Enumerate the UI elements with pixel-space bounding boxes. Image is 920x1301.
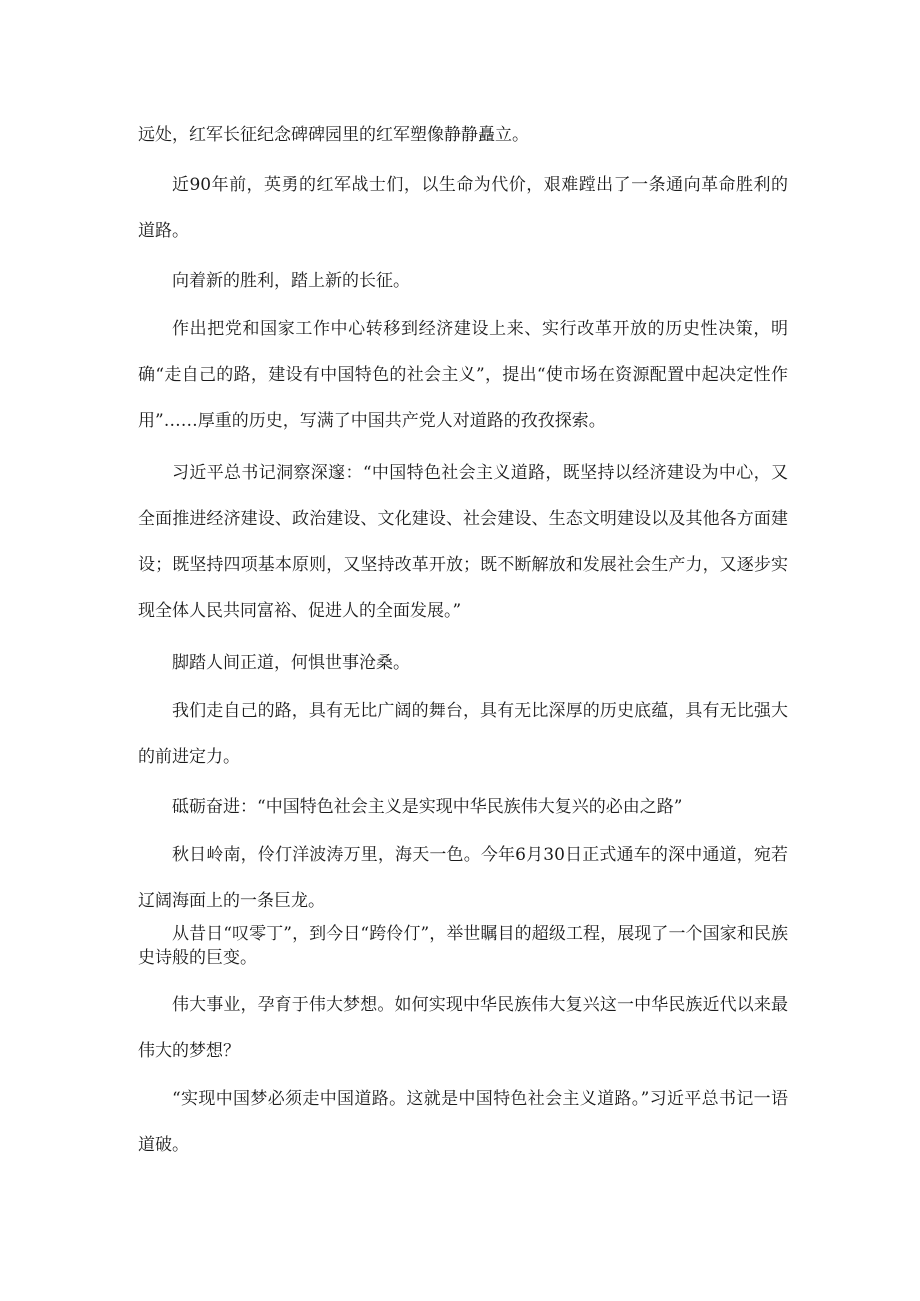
paragraph-6: 脚踏人间正道，何惧世事沧桑。 (172, 653, 410, 673)
paragraph-10: 从昔日“叹零丁”，到今日“跨伶仃”，举世瞩目的超级工程，展现了一个国家和民族史诗般的巨变。 (138, 924, 788, 968)
paragraph-5: 习近平总书记洞察深邃：“中国特色社会主义道路，既坚持以经济建设为中心，又全面推进经济建设、政治建设、文化建设、社会建设、生态文明建设以及其他各方面建设；既坚持四项基本原则，又坚持改革开放；既不断解放和发展社会生产力，又逐步实现全体人民共同富裕、促进人的全面发展。” (138, 463, 788, 621)
paragraph-8: 砥砺奋进：“中国特色社会主义是实现中华民族伟大复兴的必由之路” (172, 797, 683, 817)
paragraph-11: 伟大事业，孕育于伟大梦想。如何实现中华民族伟大复兴这一中华民族近代以来最伟大的梦想？ (138, 995, 788, 1061)
paragraph-9: 秋日岭南，伶仃洋波涛万里，海天一色。今年6月30日正式通车的深中通道，宛若辽阔海面上的一条巨龙。 (138, 845, 788, 911)
paragraph-3: 向着新的胜利，踏上新的长征。 (172, 271, 410, 291)
paragraph-1: 远处，红军长征纪念碑碑园里的红军塑像静静矗立。 (138, 125, 529, 145)
paragraph-4: 作出把党和国家工作中心转移到经济建设上来、实行改革开放的历史性决策，明确“走自己的路，建设有中国特色的社会主义”，提出“使市场在资源配置中起决定性作用”……厚重的历史，写满了中国共产党人对道路的孜孜探索。 (138, 319, 788, 431)
paragraph-12: “实现中国梦必须走中国道路。这就是中国特色社会主义道路。”习近平总书记一语道破。 (138, 1089, 788, 1155)
paragraph-7: 我们走自己的路，具有无比广阔的舞台，具有无比深厚的历史底蕴，具有无比强大的前进定力。 (138, 701, 788, 767)
paragraph-2: 近90年前，英勇的红军战士们，以生命为代价，艰难蹚出了一条通向革命胜利的道路。 (138, 175, 788, 241)
